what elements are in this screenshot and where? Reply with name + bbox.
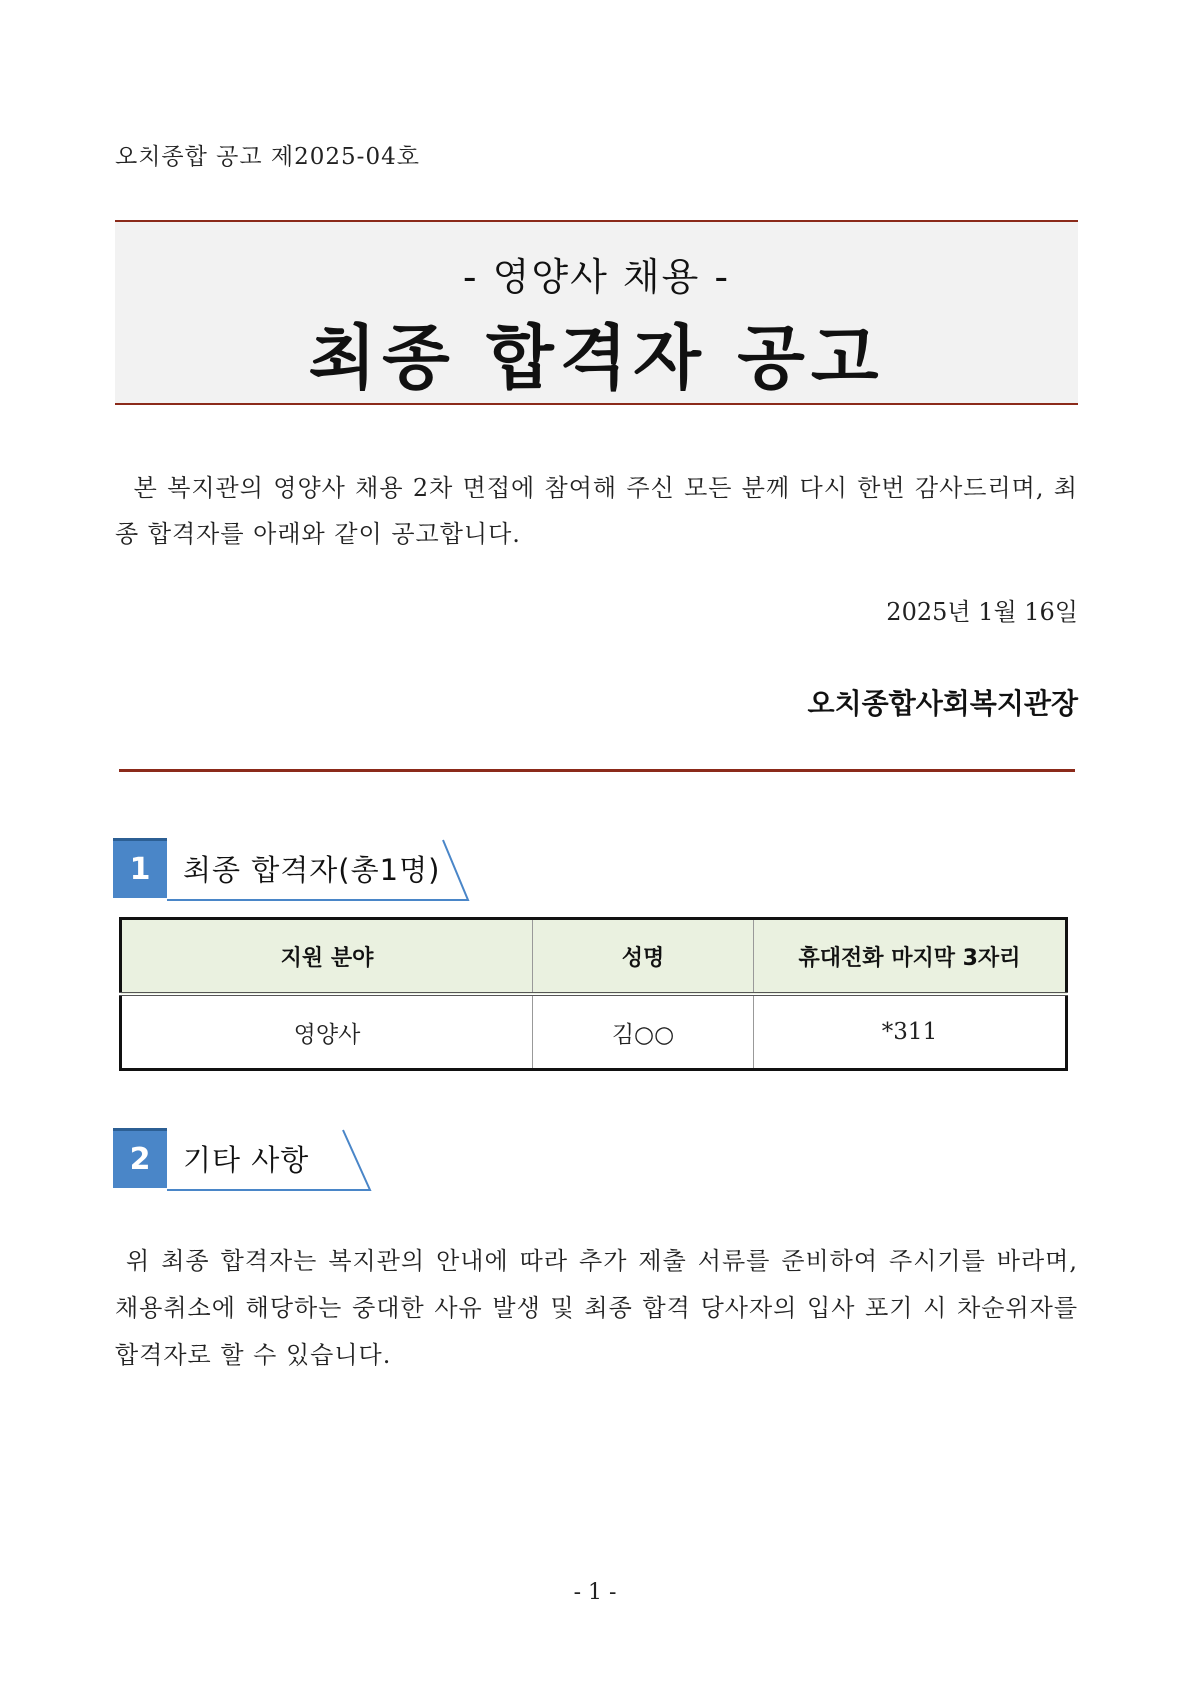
section-1-number: 1 xyxy=(113,838,167,898)
other-text-content: 위 최종 합격자는 복지관의 안내에 따라 추가 제출 서류를 준비하여 주시기를 바라며, 채용취소에 해당하는 중대한 사유 발생 및 최종 합격 당사자의 입사 포기 시 차순위자를 합격자로 할 수 있습니다. xyxy=(115,1247,1079,1369)
divider xyxy=(119,769,1075,772)
result-table xyxy=(119,917,1068,1071)
notice-number: 오치종합 공고 제2025-04호 xyxy=(115,144,420,170)
header-phone: 휴대전화 마지막 3자리 xyxy=(754,919,1067,995)
header-name: 성명 xyxy=(533,919,754,995)
title-box xyxy=(115,220,1078,405)
organization-name: 오치종합사회복지관장 xyxy=(807,687,1078,720)
other-text xyxy=(115,1238,1078,1379)
table-row xyxy=(121,994,1067,1070)
section-2-number: 2 xyxy=(113,1128,167,1188)
section-1-title: 최종 합격자(총1명) xyxy=(183,853,441,887)
page-number: - 1 - xyxy=(573,1580,617,1605)
cell-name: 김○○ xyxy=(533,994,754,1070)
table-header-row xyxy=(121,919,1067,995)
section-2-heading xyxy=(113,1128,373,1190)
cell-field: 영양사 xyxy=(121,994,533,1070)
subtitle: - 영양사 채용 - xyxy=(462,255,731,299)
header-field: 지원 분야 xyxy=(121,919,533,995)
intro-text xyxy=(115,465,1078,557)
cell-phone: *311 xyxy=(881,1019,938,1045)
announcement-date: 2025년 1월 16일 xyxy=(886,598,1078,626)
page-title: 최종 합격자 공고 xyxy=(308,317,885,399)
intro-text-content: 본 복지관의 영양사 채용 2차 면접에 참여해 주신 모든 분께 다시 한번 감사드리며, 최종 합격자를 아래와 같이 공고합니다. xyxy=(115,474,1078,548)
section-2-title: 기타 사항 xyxy=(183,1143,310,1177)
section-1-heading xyxy=(113,838,473,900)
